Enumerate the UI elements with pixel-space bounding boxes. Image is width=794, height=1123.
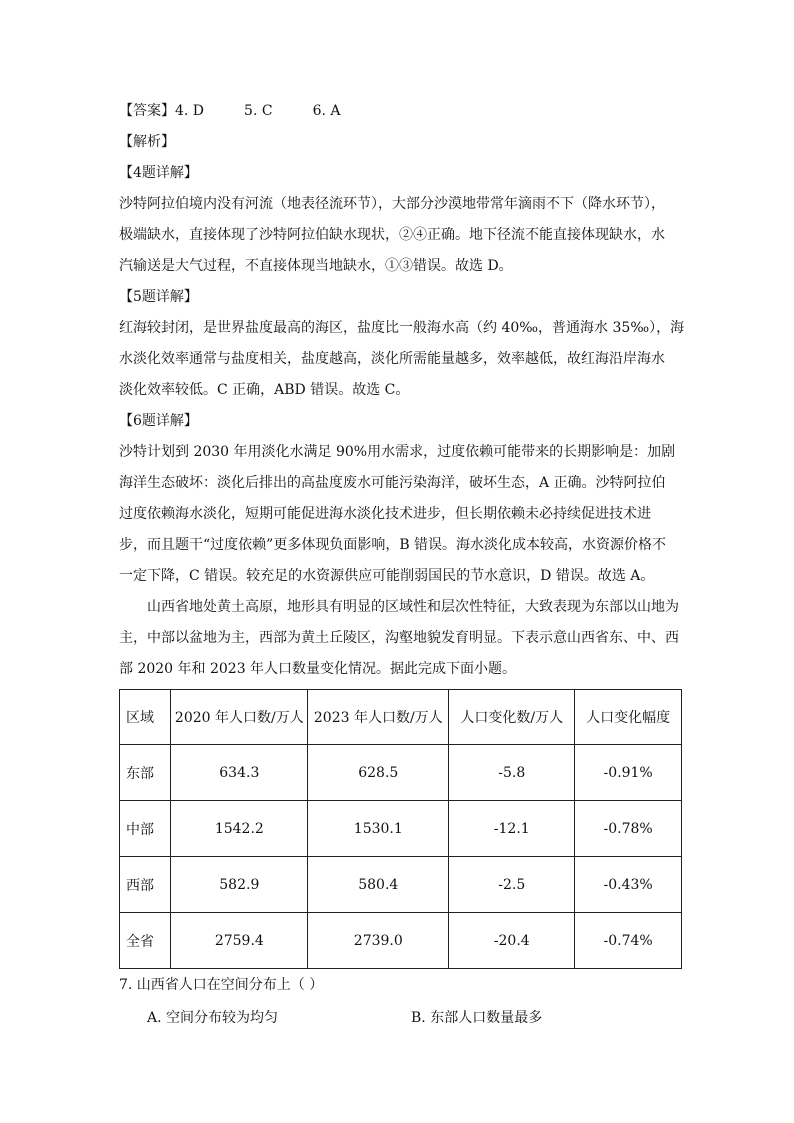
question-options [119, 1001, 684, 1035]
table-cell: 2739.0 [308, 913, 449, 969]
paragraph-line: 沙特阿拉伯境内没有河流（地表径流环节），大部分沙漠地带常年滴雨不下（降水环节）， [119, 196, 665, 212]
section-heading: 【6题详解】 [119, 413, 198, 429]
paragraph-line: 山西省地处黄土高原，地形具有明显的区域性和层次性特征，大致表现为东部以山地为 [147, 599, 679, 615]
answer-item: 4. D [175, 103, 205, 119]
table-cell: 全省 [120, 913, 171, 969]
section-heading: 【4题详解】 [119, 165, 198, 181]
table-cell: 西部 [120, 857, 171, 913]
header-cell: 2023 年人口数/万人 [308, 690, 449, 745]
table-cell: -0.43% [575, 857, 682, 913]
header-cell: 人口变化幅度 [575, 690, 682, 745]
table-cell: 628.5 [308, 745, 449, 801]
table-cell: 580.4 [308, 857, 449, 913]
paragraph-line: 水淡化效率通常与盐度相关，盐度越高，淡化所需能量越多，效率越低，故红海沿岸海水 [119, 351, 665, 367]
document-page [119, 96, 684, 1035]
table-cell: 1542.2 [171, 801, 308, 857]
table-cell: -12.1 [449, 801, 575, 857]
header-cell: 2020 年人口数/万人 [171, 690, 308, 745]
table-cell: 634.3 [171, 745, 308, 801]
intro-paragraph [119, 592, 684, 685]
answer-item: 6. A [312, 103, 341, 119]
table-cell: 东部 [120, 745, 171, 801]
table-row [120, 745, 682, 801]
answer-label: 【答案】 [119, 103, 175, 119]
answer-item: 5. C [244, 103, 273, 119]
paragraph-line: 过度依赖海水淡化，短期可能促进海水淡化技术进步，但长期依赖未必持续促进技术进 [119, 506, 651, 522]
paragraph-line: 红海较封闭，是世界盐度最高的海区，盐度比一般海水高（约 40‰，普通海水 35‰），海 [119, 320, 685, 336]
population-table [119, 689, 682, 969]
table-cell: -5.8 [449, 745, 575, 801]
table-header-row [120, 690, 682, 745]
table-row [120, 913, 682, 969]
paragraph-line: 淡化效率较低。C 正确，ABD 错误。故选 C。 [119, 382, 410, 398]
paragraph-line: 沙特计划到 2030 年用淡化水满足 90%用水需求，过度依赖可能带来的长期影响是：加剧 [119, 444, 676, 460]
table-cell: 2759.4 [171, 913, 308, 969]
table-row [120, 857, 682, 913]
paragraph-line: 一定下降，C 错误。较充足的水资源供应可能削弱国民的节水意识，D 错误。故选 A。 [119, 568, 655, 584]
table-row [120, 801, 682, 857]
paragraph-line: 步，而且题干“过度依赖”更多体现负面影响，B 错误。海水淡化成本较高，水资源价格不 [119, 537, 667, 553]
option-a[interactable]: A. 空间分布较为均匀 [147, 1010, 279, 1026]
analysis-label: 【解析】 [119, 134, 175, 150]
question-7: 7. 山西省人口在空间分布上（ ） [119, 977, 324, 993]
section-q4 [119, 158, 684, 282]
paragraph-line: 海洋生态破坏：淡化后排出的高盐度废水可能污染海洋，破坏生态，A 正确。沙特阿拉伯 [119, 475, 666, 491]
option-b[interactable]: B. 东部人口数量最多 [411, 1010, 543, 1026]
table-cell: -2.5 [449, 857, 575, 913]
table-cell: -0.91% [575, 745, 682, 801]
header-cell: 区域 [120, 690, 171, 745]
table-cell: -0.74% [575, 913, 682, 969]
table-cell: -0.78% [575, 801, 682, 857]
table-cell: 1530.1 [308, 801, 449, 857]
paragraph-line: 部 2020 年和 2023 年人口数量变化情况。据此完成下面小题。 [119, 661, 517, 677]
table-cell: 中部 [120, 801, 171, 857]
answer-line [119, 96, 684, 127]
paragraph-line: 主，中部以盆地为主，西部为黄土丘陵区，沟壑地貌发育明显。下表示意山西省东、中、西 [119, 630, 679, 646]
header-cell: 人口变化数/万人 [449, 690, 575, 745]
section-heading: 【5题详解】 [119, 289, 198, 305]
section-q6 [119, 406, 684, 592]
table-cell: 582.9 [171, 857, 308, 913]
paragraph-line: 极端缺水，直接体现了沙特阿拉伯缺水现状，②④正确。地下径流不能直接体现缺水，水 [119, 227, 665, 243]
paragraph-line: 汽输送是大气过程，不直接体现当地缺水，①③错误。故选 D。 [119, 258, 513, 274]
section-q5 [119, 282, 684, 406]
table-cell: -20.4 [449, 913, 575, 969]
